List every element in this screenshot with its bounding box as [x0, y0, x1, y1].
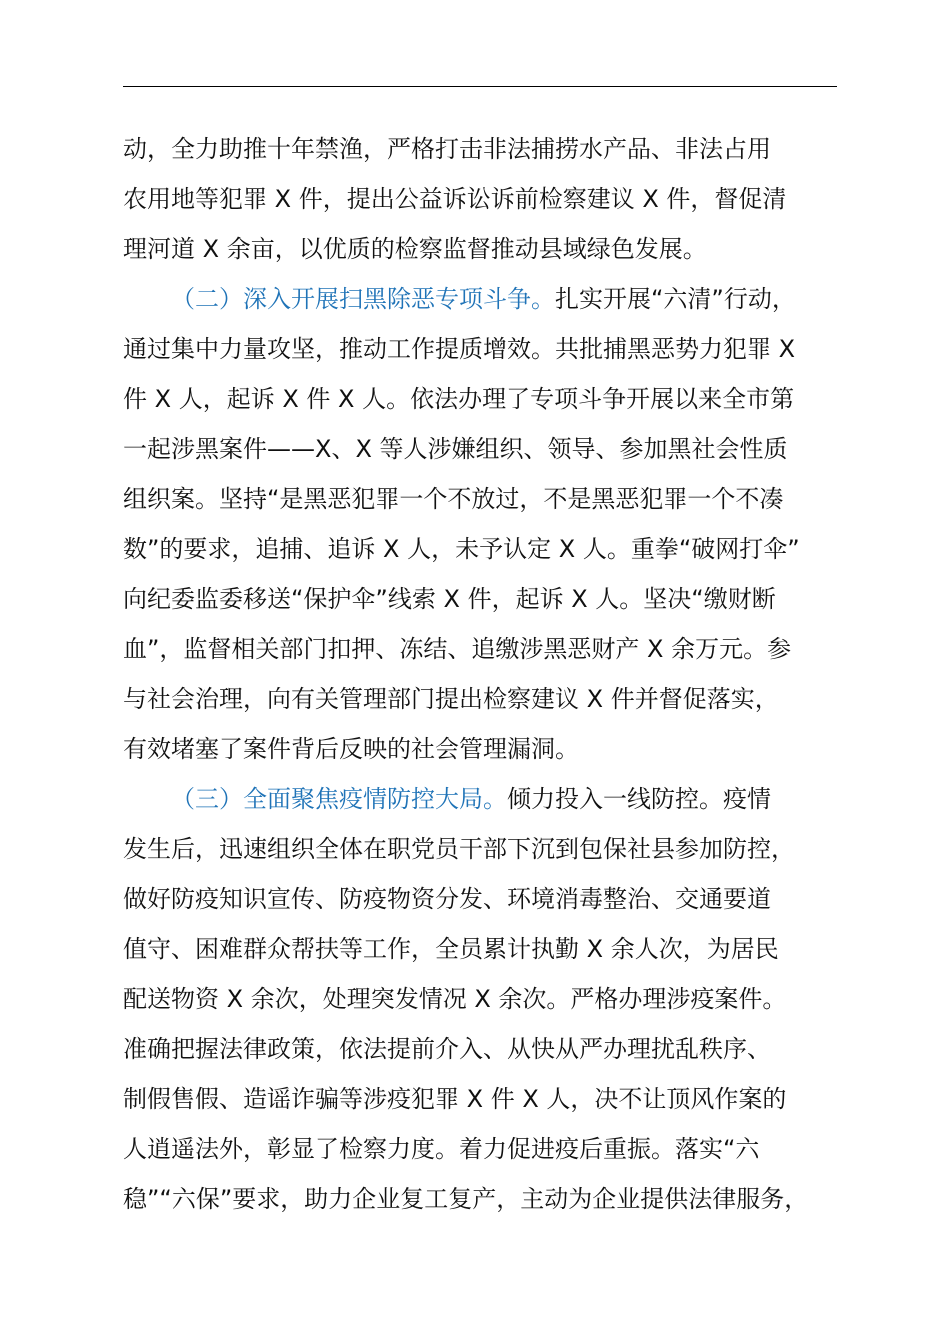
- body-text: [123, 124, 837, 1224]
- paragraph-line: 值守、困难群众帮扶等工作，全员累计执勤 X 余人次，为居民: [123, 935, 779, 963]
- paragraph-line: 通过集中力量攻坚，推动工作提质增效。共批捕黑恶势力犯罪 X: [123, 335, 796, 363]
- paragraph-line: 发生后，迅速组织全体在职党员干部下沉到包保社县参加防控，: [123, 835, 795, 863]
- paragraph-line: 血”，监督相关部门扣押、冻结、追缴涉黑恶财产 X 余万元。参: [123, 635, 792, 663]
- paragraph-line: 向纪委监委移送“保护伞”线索 X 件，起诉 X 人。坚决“缴财断: [123, 585, 776, 613]
- paragraph-line: 制假售假、造谣诈骗等涉疫犯罪 X 件 X 人，决不让顶风作案的: [123, 1085, 787, 1113]
- section-3-first-line: [123, 774, 837, 824]
- section-2-lead-text: 扎实开展“六清”行动，: [555, 285, 796, 313]
- paragraph-line: 配送物资 X 余次，处理突发情况 X 余次。严格办理涉疫案件。: [123, 985, 787, 1013]
- paragraph-line: 与社会治理，向有关管理部门提出检察建议 X 件并督促落实，: [123, 685, 779, 713]
- paragraph-line: 动，全力助推十年禁渔，严格打击非法捕捞水产品、非法占用: [123, 135, 771, 163]
- paragraph-line: 理河道 X 余亩，以优质的检察监督推动县域绿色发展。: [123, 235, 707, 263]
- paragraph-line: 有效堵塞了案件背后反映的社会管理漏洞。: [123, 735, 579, 763]
- paragraph-line: 数”的要求，追捕、追诉 X 人，未予认定 X 人。重拳“破网打伞”: [123, 535, 800, 563]
- section-2-first-line: [123, 274, 837, 324]
- paragraph-line: 稳”“六保”要求，助力企业复工复产，主动为企业提供法律服务，: [123, 1185, 809, 1213]
- paragraph-line: 农用地等犯罪 X 件，提出公益诉讼诉前检察建议 X 件，督促清: [123, 185, 787, 213]
- paragraph-line: 做好防疫知识宣传、防疫物资分发、环境消毒整治、交通要道: [123, 885, 771, 913]
- section-3-lead-text: 倾力投入一线防控。疫情: [507, 785, 771, 813]
- section-3-heading: （三）全面聚焦疫情防控大局。: [171, 785, 507, 813]
- paragraph-line: 人逍遥法外，彰显了检察力度。着力促进疫后重振。落实“六: [123, 1135, 760, 1163]
- paragraph-line: 准确把握法律政策，依法提前介入、从快从严办理扰乱秩序、: [123, 1035, 771, 1063]
- paragraph-line: 一起涉黑案件——X、X 等人涉嫌组织、领导、参加黑社会性质: [123, 435, 788, 463]
- paragraph-line: 件 X 人，起诉 X 件 X 人。依法办理了专项斗争开展以来全市第: [123, 385, 795, 413]
- paragraph-line: 组织案。坚持“是黑恶犯罪一个不放过，不是黑恶犯罪一个不凑: [123, 485, 784, 513]
- section-2-heading: （二）深入开展扫黑除恶专项斗争。: [171, 285, 555, 313]
- header-rule: [123, 86, 837, 87]
